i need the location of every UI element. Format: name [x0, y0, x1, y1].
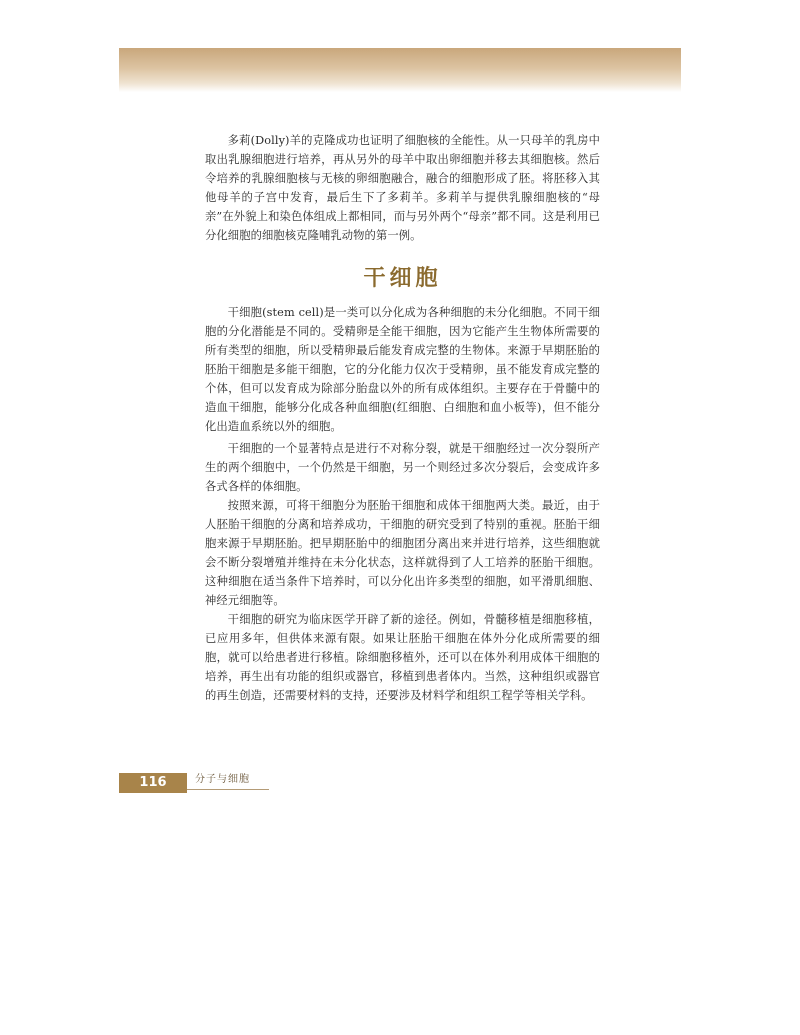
book-title: 分子与细胞: [195, 774, 250, 785]
paragraph-dolly-clone: 多莉(Dolly)羊的克隆成功也证明了细胞核的全能性。从一只母羊的乳房中取出乳腺细胞进行培养，再从另外的母羊中取出卵细胞并移去其细胞核。然后令培养的乳腺细胞核与无核的卵细胞融合，融合的细胞形成了胚。将胚移入其他母羊的子宫中发育，最后生下了多莉羊。多莉羊与提供乳腺细胞核的“母亲”在外貌上和染色体组成上都相同，而与另外两个“母亲”都不同。这是利用已分化细胞的细胞核克隆哺乳动物的第一例。: [205, 134, 600, 242]
footer-rule: [187, 789, 269, 790]
header-band: [119, 48, 681, 92]
paragraph-stem-cell-sources: 按照来源，可将干细胞分为胚胎干细胞和成体干细胞两大类。最近，由于人胚胎干细胞的分离和培养成功，干细胞的研究受到了特别的重视。胚胎干细胞来源于早期胚胎。把早期胚胎中的细胞团分离出来并进行培养，这些细胞就会不断分裂增殖并维持在未分化状态，这样就得到了人工培养的胚胎干细胞。这种细胞在适当条件下培养时，可以分化出许多类型的细胞，如平滑肌细胞、神经元细胞等。: [205, 499, 600, 607]
section-title: 干细胞: [363, 265, 442, 291]
paragraph-asymmetric-division: 干细胞的一个显著特点是进行不对称分裂，就是干细胞经过一次分裂所产生的两个细胞中，一个仍然是干细胞，另一个则经过多次分裂后，会变成许多各式各样的体细胞。: [205, 442, 600, 493]
paragraph-stem-cell-definition: 干细胞(stem cell)是一类可以分化成为各种细胞的未分化细胞。不同干细胞的分化潜能是不同的。受精卵是全能干细胞，因为它能产生生物体所需要的所有类型的细胞，所以受精卵最后能发育成完整的生物体。来源于早期胚胎的胚胎干细胞是多能干细胞，它的分化能力仅次于受精卵，虽不能发育成完整的个体，但可以发育成为除部分胎盘以外的所有成体组织。主要存在于骨髓中的造血干细胞，能够分化成各种血细胞(红细胞、白细胞和血小板等)，但不能分化出造血系统以外的细胞。: [205, 306, 600, 433]
paragraph-clinical-application: 干细胞的研究为临床医学开辟了新的途径。例如，骨髓移植是细胞移植，已应用多年，但供体来源有限。如果让胚胎干细胞在体外分化成所需要的细胞，就可以给患者进行移植。除细胞移植外，还可以在体外利用成体干细胞的培养，再生出有功能的组织或器官，移植到患者体内。当然，这种组织或器官的再生创造，还需要材料的支持，还要涉及材料学和组织工程学等相关学科。: [205, 613, 600, 702]
page-number: 116: [119, 773, 187, 793]
